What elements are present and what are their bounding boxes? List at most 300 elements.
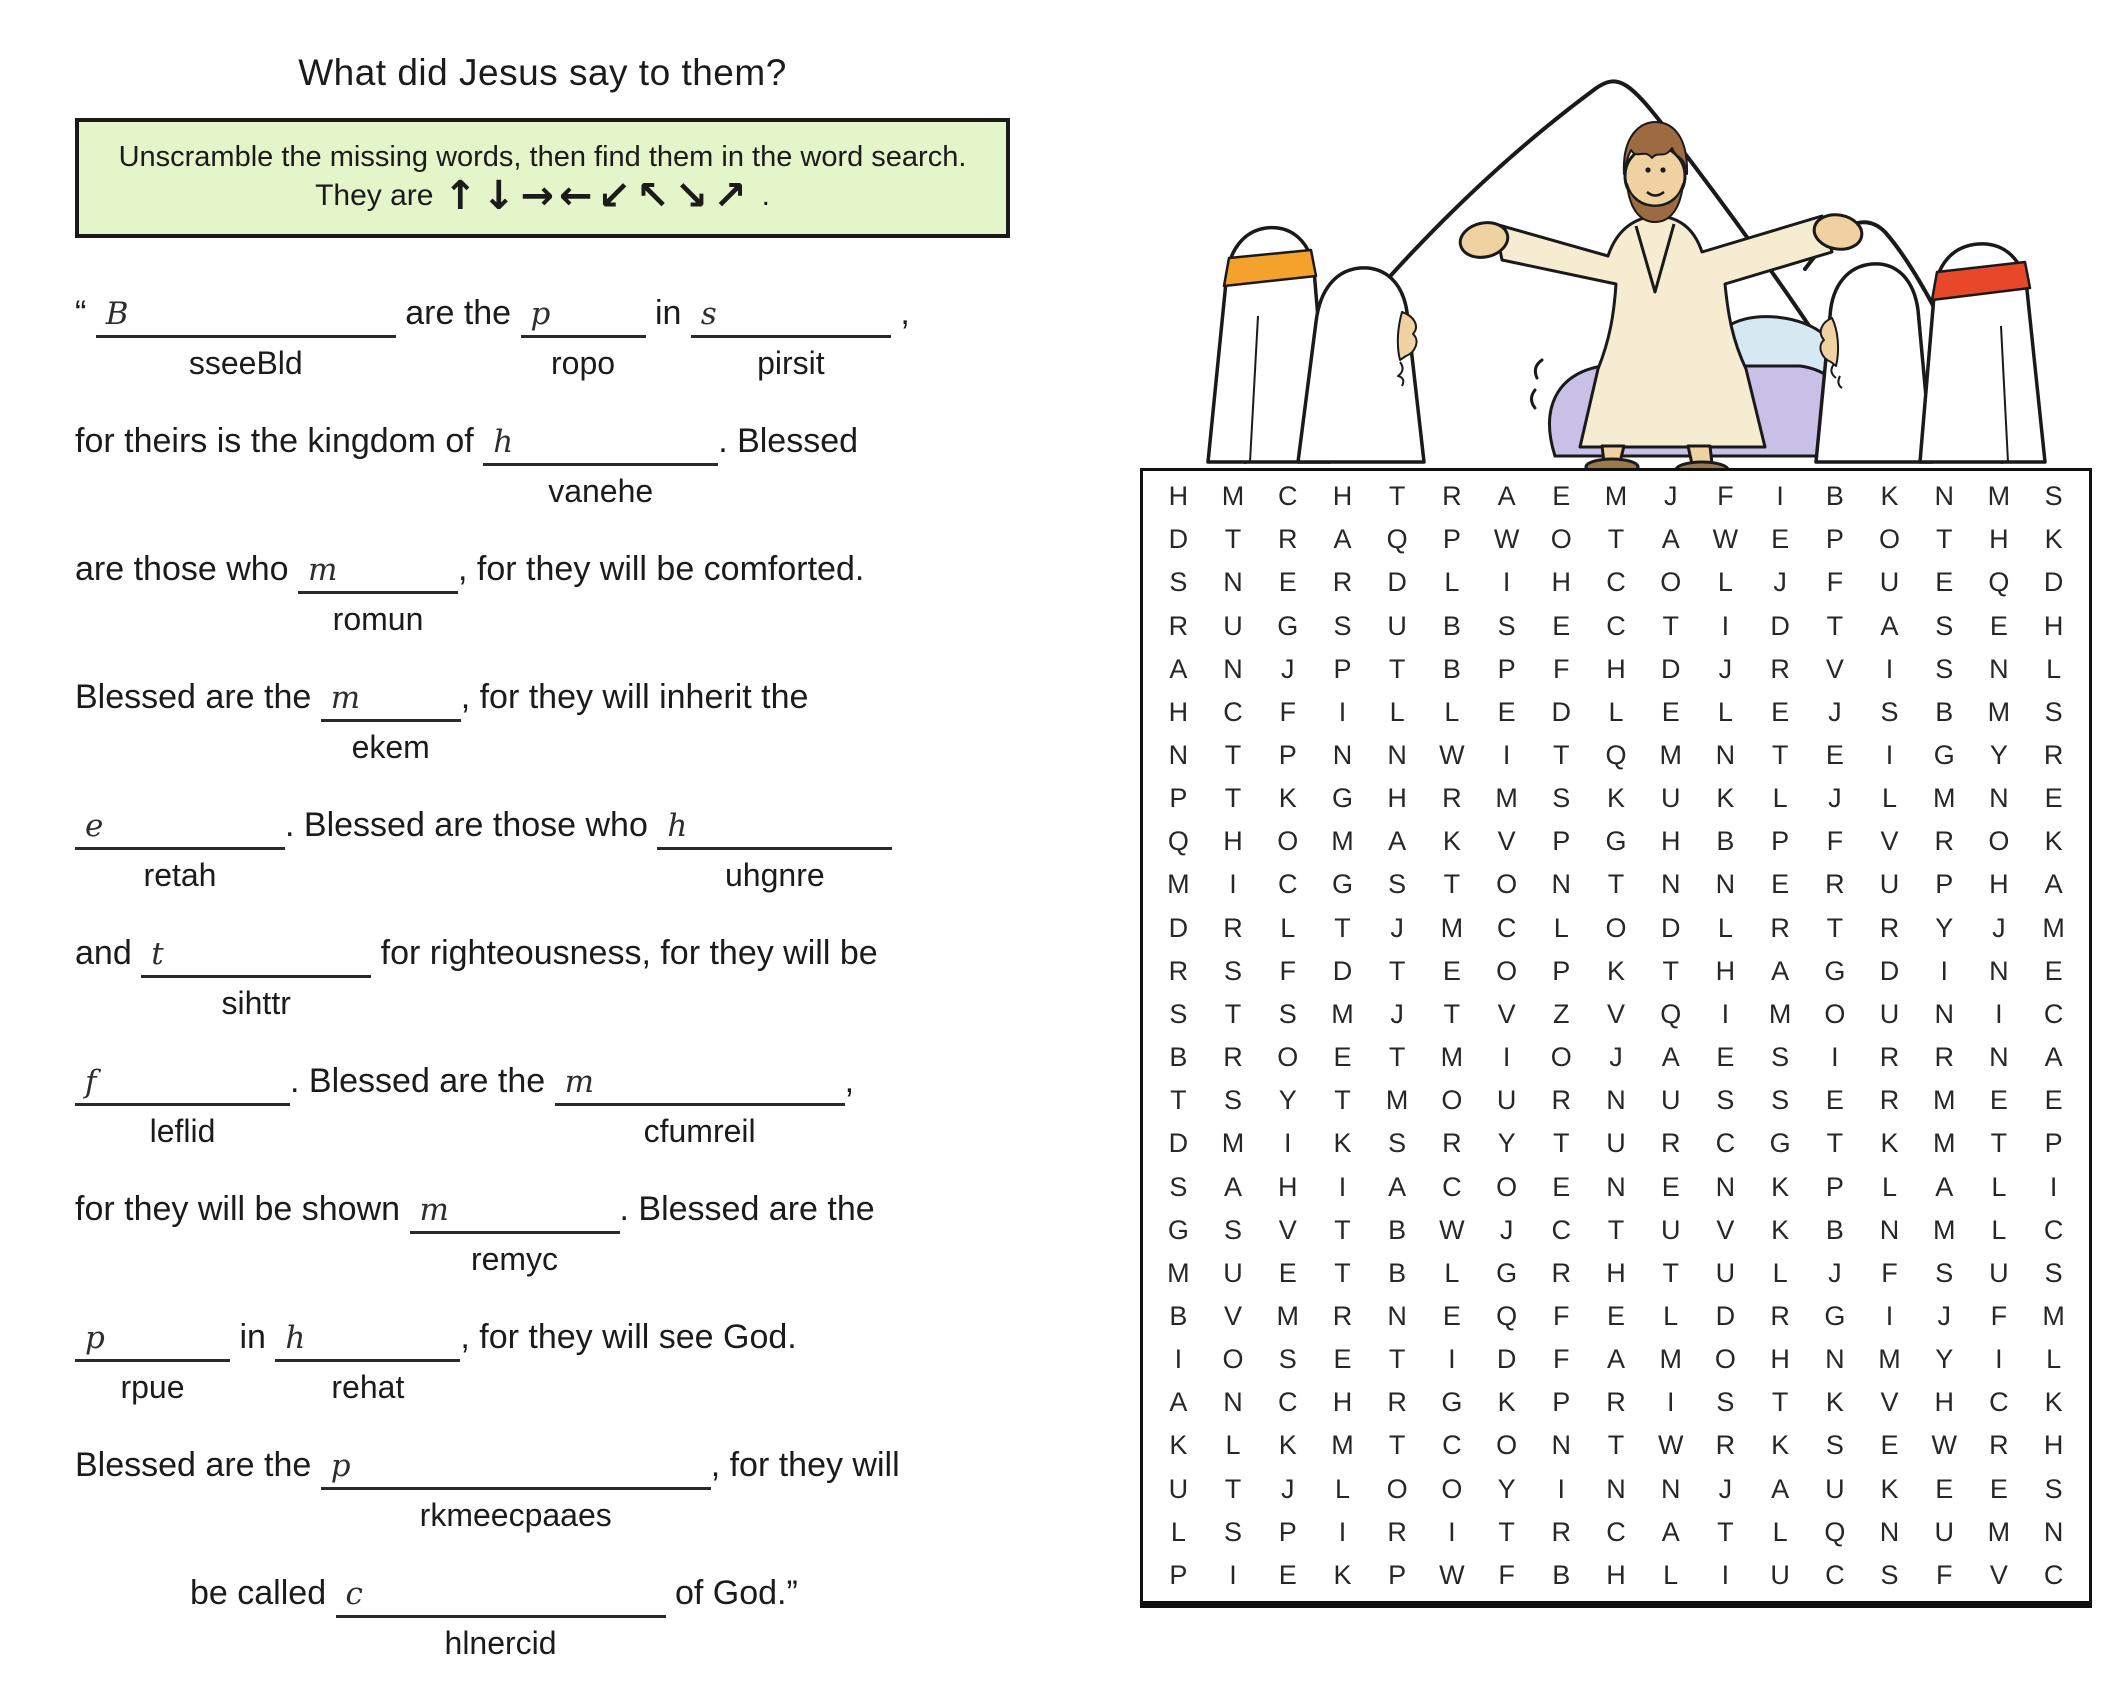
word-search-letter[interactable]: D: [1168, 1128, 1189, 1159]
word-search-letter[interactable]: U: [1660, 1085, 1681, 1116]
word-search-letter[interactable]: K: [1497, 1387, 1516, 1418]
word-search-letter[interactable]: E: [1333, 1344, 1352, 1375]
word-search-letter[interactable]: K: [1278, 1430, 1297, 1461]
word-search-letter[interactable]: C: [1442, 1171, 1462, 1202]
word-search-letter[interactable]: M: [1987, 481, 2011, 512]
word-search-letter[interactable]: R: [1551, 1085, 1572, 1116]
word-search-letter[interactable]: E: [1935, 1473, 1954, 1504]
word-search-letter[interactable]: C: [2043, 1214, 2064, 1245]
word-search-letter[interactable]: F: [1279, 696, 1296, 727]
word-search-letter[interactable]: L: [1772, 1257, 1788, 1288]
word-search-letter[interactable]: I: [1448, 1344, 1456, 1375]
answer-blank[interactable]: [275, 1316, 460, 1405]
word-search-letter[interactable]: Y: [1989, 739, 2008, 770]
word-search-letter[interactable]: U: [1770, 1559, 1790, 1590]
word-search-letter[interactable]: C: [1278, 1387, 1298, 1418]
word-search-letter[interactable]: K: [1771, 1171, 1790, 1202]
word-search-letter[interactable]: Q: [1496, 1300, 1518, 1331]
answer-blank[interactable]: [321, 676, 461, 765]
word-search-letter[interactable]: R: [1989, 1430, 2009, 1461]
word-search-letter[interactable]: I: [1885, 739, 1894, 770]
word-search-letter[interactable]: S: [1333, 610, 1352, 641]
word-search-letter[interactable]: E: [1278, 1257, 1297, 1288]
word-search-letter[interactable]: M: [1987, 1516, 2011, 1547]
word-search-letter[interactable]: Q: [1605, 739, 1627, 770]
word-search-letter[interactable]: T: [1662, 610, 1679, 641]
word-search-letter[interactable]: W: [1439, 1559, 1465, 1590]
word-search-letter[interactable]: J: [1718, 1473, 1733, 1504]
word-search-letter[interactable]: H: [1715, 955, 1736, 986]
word-search-letter[interactable]: T: [1990, 1128, 2008, 1159]
word-search-letter[interactable]: O: [1441, 1473, 1463, 1504]
word-search-letter[interactable]: K: [1333, 1559, 1352, 1590]
word-search-letter[interactable]: Q: [1824, 1516, 1846, 1547]
word-search-letter[interactable]: H: [1660, 826, 1681, 857]
word-search-letter[interactable]: R: [1551, 1257, 1572, 1288]
word-search-letter[interactable]: L: [1717, 696, 1733, 727]
word-search-letter[interactable]: N: [1989, 653, 2009, 684]
word-search-letter[interactable]: D: [2043, 567, 2064, 598]
word-search-letter[interactable]: I: [1776, 481, 1784, 512]
word-search-letter[interactable]: N: [1168, 739, 1189, 770]
word-search-letter[interactable]: G: [1769, 1128, 1791, 1159]
word-search-letter[interactable]: N: [1989, 1042, 2009, 1073]
word-search-letter[interactable]: M: [1932, 1128, 1956, 1159]
word-search-letter[interactable]: D: [1660, 653, 1681, 684]
word-search-letter[interactable]: C: [1989, 1387, 2009, 1418]
answer-blank[interactable]: [336, 1572, 666, 1661]
word-search-letter[interactable]: M: [1878, 1344, 1901, 1375]
word-search-letter[interactable]: H: [2043, 610, 2064, 641]
word-search-letter[interactable]: C: [1551, 1214, 1572, 1245]
word-search-letter[interactable]: U: [1168, 1473, 1189, 1504]
word-search-letter[interactable]: S: [2044, 1473, 2063, 1504]
word-search-letter[interactable]: T: [1388, 481, 1406, 512]
word-search-letter[interactable]: C: [1606, 610, 1626, 641]
word-search-letter[interactable]: I: [1666, 1387, 1675, 1418]
word-search-letter[interactable]: E: [1606, 1300, 1625, 1331]
word-search-letter[interactable]: O: [1277, 1042, 1299, 1073]
word-search-letter[interactable]: C: [1496, 912, 1517, 943]
word-search-letter[interactable]: F: [1553, 653, 1570, 684]
word-search-letter[interactable]: R: [1168, 955, 1189, 986]
word-search-letter[interactable]: O: [1222, 1344, 1244, 1375]
word-search-letter[interactable]: R: [1606, 1387, 1626, 1418]
word-search-letter[interactable]: U: [1223, 1257, 1243, 1288]
word-search-letter[interactable]: M: [1932, 1214, 1956, 1245]
word-search-letter[interactable]: T: [1224, 524, 1242, 555]
word-search-letter[interactable]: E: [1825, 739, 1844, 770]
word-search-letter[interactable]: E: [2044, 955, 2063, 986]
word-search-letter[interactable]: V: [1880, 826, 1899, 857]
word-search-letter[interactable]: W: [1439, 1214, 1465, 1245]
word-search-letter[interactable]: D: [1332, 955, 1353, 986]
word-search-letter[interactable]: L: [1991, 1214, 2007, 1245]
word-search-letter[interactable]: W: [1493, 524, 1520, 555]
word-search-letter[interactable]: I: [1721, 1559, 1730, 1590]
word-search-letter[interactable]: L: [1389, 696, 1405, 727]
word-search-letter[interactable]: J: [1718, 653, 1733, 684]
word-search-letter[interactable]: V: [1716, 1214, 1735, 1245]
word-search-letter[interactable]: Q: [1167, 826, 1189, 857]
word-search-letter[interactable]: P: [1552, 826, 1571, 857]
word-search-letter[interactable]: F: [1881, 1257, 1898, 1288]
word-search-letter[interactable]: N: [1715, 869, 1736, 900]
word-search-letter[interactable]: L: [1663, 1559, 1679, 1590]
word-search-letter[interactable]: I: [1338, 696, 1347, 727]
word-search-letter[interactable]: U: [1879, 998, 1900, 1029]
word-search-letter[interactable]: A: [1661, 1516, 1680, 1547]
word-search-letter[interactable]: P: [1169, 783, 1188, 814]
word-search-letter[interactable]: M: [1768, 998, 1792, 1029]
word-search-letter[interactable]: M: [1331, 998, 1354, 1029]
word-search-letter[interactable]: I: [1940, 955, 1948, 986]
word-search-letter[interactable]: U: [1989, 1257, 2009, 1288]
word-search-letter[interactable]: P: [1552, 1387, 1571, 1418]
word-search-letter[interactable]: M: [2042, 1300, 2065, 1331]
word-search-letter[interactable]: A: [1333, 524, 1352, 555]
word-search-letter[interactable]: M: [1331, 1430, 1354, 1461]
word-search-letter[interactable]: C: [1715, 1128, 1736, 1159]
word-search-letter[interactable]: L: [1772, 783, 1788, 814]
word-search-letter[interactable]: M: [2042, 912, 2065, 943]
word-search-letter[interactable]: N: [1332, 739, 1353, 770]
word-search-letter[interactable]: N: [1989, 783, 2009, 814]
word-search-letter[interactable]: R: [1770, 1300, 1790, 1331]
word-search-letter[interactable]: E: [1552, 481, 1571, 512]
word-search-letter[interactable]: N: [1551, 1430, 1572, 1461]
word-search-letter[interactable]: I: [1338, 1516, 1347, 1547]
word-search-letter[interactable]: E: [1880, 1430, 1899, 1461]
word-search-letter[interactable]: P: [1278, 739, 1297, 770]
word-search-letter[interactable]: C: [1606, 1516, 1626, 1547]
word-search-letter[interactable]: R: [1879, 912, 1900, 943]
word-search-letter[interactable]: J: [1281, 653, 1295, 684]
word-search-letter[interactable]: T: [1553, 1128, 1570, 1159]
word-search-letter[interactable]: K: [2044, 524, 2063, 555]
word-search-letter[interactable]: S: [1497, 610, 1516, 641]
word-search-letter[interactable]: N: [1879, 1214, 1900, 1245]
word-search-letter[interactable]: J: [1828, 783, 1842, 814]
word-search-letter[interactable]: I: [1831, 1042, 1839, 1073]
word-search-letter[interactable]: L: [1553, 912, 1569, 943]
word-search-letter[interactable]: M: [1221, 481, 1245, 512]
word-search-letter[interactable]: H: [2043, 1430, 2064, 1461]
word-search-letter[interactable]: S: [2044, 481, 2063, 512]
word-search-letter[interactable]: K: [1606, 783, 1625, 814]
word-search-letter[interactable]: M: [1440, 912, 1464, 943]
word-search-letter[interactable]: T: [1334, 1085, 1351, 1116]
word-search-letter[interactable]: P: [1552, 955, 1571, 986]
word-search-letter[interactable]: J: [1828, 696, 1842, 727]
word-search-letter[interactable]: E: [1661, 696, 1680, 727]
word-search-letter[interactable]: K: [1771, 1430, 1790, 1461]
word-search-letter[interactable]: T: [1443, 998, 1461, 1029]
word-search-letter[interactable]: E: [1442, 1300, 1461, 1331]
word-search-letter[interactable]: N: [1825, 1344, 1845, 1375]
word-search-letter[interactable]: B: [1716, 826, 1735, 857]
word-search-letter[interactable]: E: [1497, 696, 1516, 727]
word-search-letter[interactable]: E: [1661, 1171, 1680, 1202]
word-search-letter[interactable]: V: [1989, 1559, 2008, 1590]
word-search-letter[interactable]: J: [1609, 1042, 1623, 1073]
word-search-letter[interactable]: P: [1825, 1171, 1844, 1202]
word-search-letter[interactable]: F: [1826, 567, 1844, 598]
word-search-letter[interactable]: G: [1496, 1257, 1518, 1288]
answer-blank[interactable]: [657, 804, 892, 893]
word-search-letter[interactable]: P: [1442, 524, 1461, 555]
word-search-letter[interactable]: J: [1390, 998, 1404, 1029]
word-search-letter[interactable]: M: [1659, 739, 1682, 770]
word-search-letter[interactable]: I: [1229, 1559, 1237, 1590]
word-search-letter[interactable]: A: [1497, 481, 1516, 512]
word-search-letter[interactable]: D: [1770, 610, 1790, 641]
word-search-letter[interactable]: L: [1334, 1473, 1350, 1504]
word-search-letter[interactable]: E: [1771, 524, 1790, 555]
word-search-letter[interactable]: N: [1223, 567, 1243, 598]
word-search-letter[interactable]: A: [1771, 955, 1790, 986]
word-search-letter[interactable]: R: [1934, 1042, 1954, 1073]
word-search-letter[interactable]: S: [1935, 1257, 1954, 1288]
word-search-letter[interactable]: T: [1224, 1473, 1242, 1504]
word-search-letter[interactable]: B: [1825, 481, 1844, 512]
word-search-letter[interactable]: L: [1717, 912, 1733, 943]
word-search-letter[interactable]: O: [1496, 1430, 1518, 1461]
word-search-letter[interactable]: A: [1224, 1171, 1243, 1202]
word-search-letter[interactable]: A: [1606, 1344, 1625, 1375]
answer-blank[interactable]: [75, 804, 285, 893]
word-search-letter[interactable]: D: [1168, 912, 1189, 943]
word-search-letter[interactable]: L: [1882, 1171, 1898, 1202]
word-search-letter[interactable]: H: [1168, 696, 1189, 727]
word-search-letter[interactable]: K: [1771, 1214, 1790, 1245]
word-search-letter[interactable]: P: [1388, 1559, 1407, 1590]
word-search-letter[interactable]: S: [1935, 653, 1954, 684]
answer-blank[interactable]: [691, 292, 891, 381]
word-search-letter[interactable]: H: [1989, 524, 2009, 555]
word-search-letter[interactable]: K: [1606, 955, 1625, 986]
word-search-letter[interactable]: U: [1387, 610, 1407, 641]
word-search-letter[interactable]: T: [1607, 1214, 1625, 1245]
word-search-letter[interactable]: I: [1995, 1344, 2003, 1375]
word-search-letter[interactable]: I: [1448, 1516, 1456, 1547]
word-search-letter[interactable]: R: [1770, 912, 1790, 943]
word-search-letter[interactable]: D: [1879, 955, 1900, 986]
word-search-letter[interactable]: T: [1771, 1387, 1789, 1418]
word-search-letter[interactable]: L: [1608, 696, 1624, 727]
word-search-letter[interactable]: S: [1716, 1085, 1735, 1116]
word-search-letter[interactable]: B: [1935, 696, 1954, 727]
word-search-letter[interactable]: O: [1386, 1473, 1408, 1504]
word-search-letter[interactable]: J: [1937, 1300, 1951, 1331]
word-search-letter[interactable]: I: [1502, 567, 1511, 598]
word-search-letter[interactable]: N: [1989, 955, 2009, 986]
word-search-letter[interactable]: S: [1771, 1042, 1790, 1073]
word-search-letter[interactable]: U: [1879, 869, 1900, 900]
answer-blank[interactable]: [298, 548, 458, 637]
word-search-letter[interactable]: P: [1825, 524, 1844, 555]
word-search-letter[interactable]: R: [1770, 653, 1790, 684]
word-search-letter[interactable]: K: [1880, 1128, 1899, 1159]
word-search-letter[interactable]: O: [1660, 567, 1682, 598]
word-search-letter[interactable]: R: [1825, 869, 1845, 900]
word-search-letter[interactable]: N: [1879, 1516, 1900, 1547]
word-search-letter[interactable]: K: [1442, 826, 1461, 857]
word-search-letter[interactable]: T: [1388, 653, 1406, 684]
word-search-letter[interactable]: H: [1989, 869, 2009, 900]
word-search-letter[interactable]: R: [1387, 1387, 1407, 1418]
word-search-letter[interactable]: T: [1224, 998, 1242, 1029]
word-search-letter[interactable]: S: [1880, 1559, 1899, 1590]
answer-blank[interactable]: [555, 1060, 845, 1149]
answer-blank[interactable]: [521, 292, 646, 381]
word-search-letter[interactable]: T: [1826, 912, 1844, 943]
word-search-letter[interactable]: O: [1496, 869, 1518, 900]
word-search-letter[interactable]: K: [1169, 1430, 1188, 1461]
word-search-letter[interactable]: T: [1224, 783, 1242, 814]
word-search-letter[interactable]: R: [1223, 912, 1243, 943]
word-search-letter[interactable]: F: [1279, 955, 1296, 986]
word-search-letter[interactable]: I: [1502, 739, 1511, 770]
word-search-letter[interactable]: C: [1442, 1430, 1462, 1461]
word-search-letter[interactable]: Y: [1935, 1344, 1954, 1375]
word-search-letter[interactable]: S: [1388, 869, 1407, 900]
word-search-letter[interactable]: D: [1168, 524, 1189, 555]
word-search-letter[interactable]: K: [1880, 481, 1899, 512]
word-search-letter[interactable]: H: [1332, 1387, 1353, 1418]
word-search-letter[interactable]: E: [1771, 869, 1790, 900]
word-search-letter[interactable]: E: [1716, 1042, 1735, 1073]
word-search-letter[interactable]: B: [1552, 1559, 1571, 1590]
word-search-letter[interactable]: N: [1223, 1387, 1243, 1418]
word-search-letter[interactable]: H: [1278, 1171, 1298, 1202]
word-search-letter[interactable]: U: [1660, 1214, 1681, 1245]
word-search-letter[interactable]: E: [2044, 783, 2063, 814]
answer-blank[interactable]: [483, 420, 718, 509]
word-search-letter[interactable]: O: [1550, 524, 1572, 555]
word-search-letter[interactable]: D: [1496, 1344, 1517, 1375]
word-search-letter[interactable]: I: [1502, 1042, 1511, 1073]
word-search-letter[interactable]: T: [1170, 1085, 1187, 1116]
word-search-letter[interactable]: R: [2043, 739, 2064, 770]
word-search-letter[interactable]: Q: [1386, 524, 1408, 555]
word-search-letter[interactable]: M: [1440, 1042, 1464, 1073]
word-search-letter[interactable]: J: [1773, 567, 1787, 598]
word-search-letter[interactable]: J: [1390, 912, 1404, 943]
word-search-letter[interactable]: J: [1663, 481, 1678, 512]
word-search-letter[interactable]: S: [1388, 1128, 1407, 1159]
word-search-letter[interactable]: T: [1717, 1516, 1734, 1547]
word-search-letter[interactable]: C: [2043, 1559, 2064, 1590]
word-search-letter[interactable]: G: [1167, 1214, 1189, 1245]
word-search-letter[interactable]: L: [1280, 912, 1296, 943]
word-search-letter[interactable]: S: [1169, 998, 1188, 1029]
word-search-letter[interactable]: N: [1387, 1300, 1407, 1331]
word-search-letter[interactable]: Y: [1278, 1085, 1297, 1116]
word-search-letter[interactable]: R: [1332, 567, 1353, 598]
word-search-letter[interactable]: U: [1496, 1085, 1517, 1116]
word-search-letter[interactable]: D: [1387, 567, 1407, 598]
word-search-letter[interactable]: O: [1496, 955, 1518, 986]
word-search-letter[interactable]: T: [1607, 524, 1625, 555]
word-search-letter[interactable]: A: [1169, 653, 1188, 684]
word-search-letter[interactable]: F: [1553, 1300, 1570, 1331]
word-search-letter[interactable]: P: [1278, 1516, 1297, 1547]
word-search-letter[interactable]: R: [1660, 1128, 1681, 1159]
word-search-letter[interactable]: G: [1331, 869, 1353, 900]
word-search-letter[interactable]: B: [1442, 610, 1461, 641]
answer-blank[interactable]: [75, 1060, 290, 1149]
word-search-letter[interactable]: N: [1660, 1473, 1681, 1504]
word-search-letter[interactable]: W: [1712, 524, 1739, 555]
word-search-letter[interactable]: P: [1935, 869, 1954, 900]
word-search-letter[interactable]: N: [1660, 869, 1681, 900]
word-search-letter[interactable]: O: [1988, 826, 2010, 857]
word-search-letter[interactable]: A: [1388, 826, 1407, 857]
word-search-letter[interactable]: V: [1224, 1300, 1243, 1331]
word-search-letter[interactable]: S: [1169, 567, 1188, 598]
word-search-letter[interactable]: M: [1604, 481, 1628, 512]
word-search-letter[interactable]: T: [1662, 1257, 1679, 1288]
word-search-letter[interactable]: I: [1229, 869, 1237, 900]
word-search-letter[interactable]: A: [1661, 1042, 1680, 1073]
word-search-letter[interactable]: P: [1333, 653, 1352, 684]
word-search-letter[interactable]: U: [1223, 610, 1243, 641]
word-search-letter[interactable]: K: [1880, 1473, 1899, 1504]
answer-blank[interactable]: [75, 1316, 230, 1405]
word-search-letter[interactable]: E: [1825, 1085, 1844, 1116]
word-search-letter[interactable]: E: [1278, 1559, 1297, 1590]
word-search-letter[interactable]: L: [2046, 653, 2062, 684]
word-search-letter[interactable]: A: [1169, 1387, 1188, 1418]
word-search-letter[interactable]: F: [1935, 1559, 1953, 1590]
word-search-letter[interactable]: L: [1772, 1516, 1788, 1547]
word-search-letter[interactable]: O: [1550, 1042, 1572, 1073]
word-search-letter[interactable]: R: [1442, 1128, 1462, 1159]
word-search-letter[interactable]: T: [1826, 1128, 1844, 1159]
word-search-letter[interactable]: G: [1824, 1300, 1846, 1331]
word-search-letter[interactable]: I: [1557, 1473, 1566, 1504]
word-search-letter[interactable]: I: [1721, 610, 1730, 641]
word-search-letter[interactable]: Y: [1497, 1473, 1516, 1504]
word-search-letter[interactable]: R: [1879, 1085, 1900, 1116]
word-search-letter[interactable]: R: [1715, 1430, 1736, 1461]
word-search-letter[interactable]: B: [1169, 1300, 1188, 1331]
word-search-letter[interactable]: W: [1439, 739, 1465, 770]
word-search-letter[interactable]: E: [1771, 696, 1790, 727]
word-search-letter[interactable]: T: [1388, 1042, 1406, 1073]
word-search-letter[interactable]: S: [2044, 696, 2063, 727]
word-search-letter[interactable]: C: [2043, 998, 2064, 1029]
word-search-letter[interactable]: T: [1826, 610, 1844, 641]
word-search-letter[interactable]: T: [1334, 912, 1351, 943]
word-search-letter[interactable]: J: [1992, 912, 2006, 943]
word-search-letter[interactable]: B: [1169, 1042, 1188, 1073]
word-search-letter[interactable]: T: [1388, 1344, 1406, 1375]
word-search-letter[interactable]: C: [1223, 696, 1243, 727]
word-search-letter[interactable]: T: [1771, 739, 1789, 770]
word-search-letter[interactable]: Z: [1553, 998, 1570, 1029]
word-search-letter[interactable]: N: [2043, 1516, 2064, 1547]
word-search-letter[interactable]: M: [1659, 1344, 1682, 1375]
word-search-letter[interactable]: O: [1496, 1171, 1518, 1202]
word-search-letter[interactable]: P: [2044, 1128, 2063, 1159]
answer-blank[interactable]: [96, 292, 396, 381]
word-search-letter[interactable]: V: [1278, 1214, 1297, 1245]
word-search-letter[interactable]: V: [1606, 998, 1625, 1029]
word-search-letter[interactable]: S: [1278, 998, 1297, 1029]
word-search-letter[interactable]: G: [1605, 826, 1627, 857]
